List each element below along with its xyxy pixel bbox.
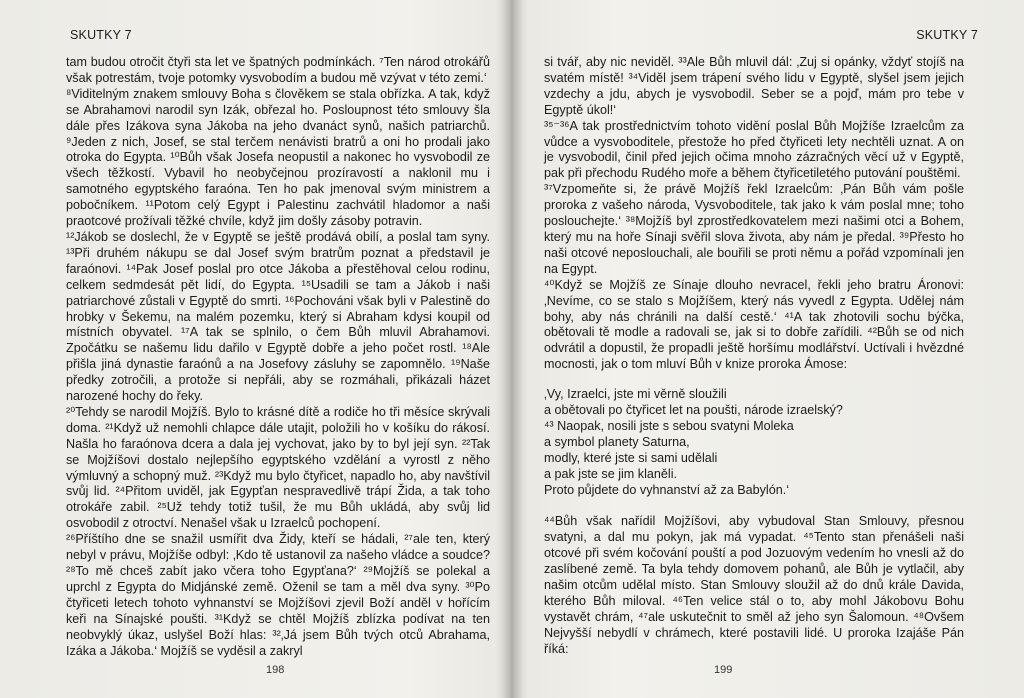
right-running-header: SKUTKY 7 xyxy=(916,28,978,42)
paragraph: ⁴⁰Když se Mojžíš ze Sínaje dlouho nevracel, řekli jeho bratru Áronovi: ‚Nevíme, co se stalo s Mojžíšem, který nás vyvedl z Egypta. Udělej nám bohy, aby nás chránili na další cestě.‘ ⁴¹A tak zhotovili sochu býčka, obětovali tě modle a radovali se, jak si to dobře zařídili. ⁴²Bůh se od nich odvrátil a dopustil, že propadli ještě horšímu modlářství. Uctívali i hvězdné mocnosti, jak o tom mluví Bůh v knize proroka Ámose: xyxy=(544,277,964,372)
paragraph: tam budou otročit čtyři sta let ve špatných podmínkách. ⁷Ten národ otrokářů však potrestám, tvoje potomky vysvobodím a budou mě vzývat v této zemi.‘ xyxy=(66,55,490,85)
poem-line: modly, které jste si sami udělali xyxy=(544,450,718,465)
paragraph: ⁴⁴Bůh však nařídil Mojžíšovi, aby vybudoval Stan Smlouvy, přesnou svatyni, a dal mu pokyn, jak má vypadat. ⁴⁵Tento stan přenášeli naši otcové při svém kočování pouští a pod Jozuovým vedením ho vnesli až do zaslíbené země. Ta byla tehdy domovem pohanů, ale Bůh je vytlačil, aby našim otcům udělal místo. Stan Smlouvy sloužil až do dnů krále Davida, kterého Bůh miloval. ⁴⁶Ten velice stál o to, aby mohl Jákobovu Bohu vystavět chrám, ⁴⁷ale uskutečnit to směl až jeho syn Šalomoun. ⁴⁸Ovšem Nejvyšší nebydlí v chrámech, které postavili lidé. U proroka Izajáše Pán říká: xyxy=(544,514,964,656)
poem-line: a pak jste se jim klaněli. xyxy=(544,466,677,481)
poem-quotation xyxy=(544,387,964,498)
paragraph: ²⁰Tehdy se narodil Mojžíš. Bylo to krásné dítě a rodiče ho tři měsíce skrývali doma. ²¹Když už nemohli chlapce dále utajit, položili ho v košíku do rákosí. Našla ho faraónova dcera a dala jej vychovat, jako by to byl její syn. ²²Tak se Mojžíšovi dostalo nejlepšího egyptského vzdělání a vyrostl z něho výmluvný a schopný muž. ²³Když mu bylo čtyřicet, napadlo ho, aby navštívil svůj lid. ²⁴Přitom uviděl, jak Egypťan nespravedlivě trápí Žida, a tak toho otrokáře zabil. ²⁵Už tehdy totiž tušil, že mu Bůh ukládá, aby svůj lid osvobodil z otroctví. Nenašel však u Izraelců pochopení. xyxy=(66,404,490,531)
poem-line: Proto půjdete do vyhnanství až za Babylón.‘ xyxy=(544,482,790,497)
poem-line: ⁴³ Naopak, nosili jste s sebou svatyni Moleka xyxy=(544,418,794,433)
poem-line: a symbol planety Saturna, xyxy=(544,434,690,449)
left-running-header: SKUTKY 7 xyxy=(70,28,132,42)
right-page-text xyxy=(544,55,964,658)
right-page xyxy=(514,0,1024,698)
paragraph: si tvář, aby nic neviděl. ³³Ale Bůh mluvil dál: ‚Zuj si opánky, vždyť stojíš na svatém místě! ³⁴Viděl jsem trápení svého lidu v Egyptě, slyšel jsem jejich vzdechy a jdu, abych je vysvobodil. Seber se a pojď, mám pro tebe v Egyptě úkol!‘ xyxy=(544,55,964,117)
left-page-number: 198 xyxy=(266,664,285,676)
paragraph: ³⁵⁻³⁶A tak prostřednictvím tohoto vidění poslal Bůh Mojžíše Izraelcům za vůdce a vysvoboditele, přestože ho před čtyřiceti lety nechtěli uznat. A on je vysvobodil, činil před jejich očima mnoho zázračných věcí už v Egyptě, pak při přechodu Rudého moře a během čtyřicetiletého putování pouštěmi. xyxy=(544,118,964,181)
paragraph: ³⁷Vzpomeňte si, že právě Mojžíš řekl Izraelcům: ‚Pán Bůh vám pošle proroka z vašeho národa, Vysvoboditele, tak jako k vám poslal mne; toho poslouchejte.‘ ³⁸Mojžíš byl zprostředkovatelem mezi našimi otci a Bohem, který mu na hoře Sínaji svěřil slova života, aby nám je předal. ³⁹Přesto ho naši otcové neposlouchali, ale bouřili se proti němu a pořád vzpomínali jen na Egypt. xyxy=(544,182,964,276)
paragraph: ⁸Viditelným znakem smlouvy Boha s člověkem se stala obřízka. A tak, když se Abrahamovi narodil syn Izák, obřezal ho. Posloupnost této smlouvy šla dále přes Izákova syna Jákoba na jeho dvanáct synů, našich patriarchů. ⁹Jeden z nich, Josef, se stal terčem nenávisti bratrů a oni ho prodali jako otroka do Egypta. ¹⁰Bůh však Josefa neopustil a nakonec ho vysvobodil ze všech těžkostí. Vybavil ho neobyčejnou prozíravostí a naklonil mu i samotného egyptského faraóna. Ten ho pak jmenoval svým ministrem a pobočníkem. ¹¹Potom celý Egypt i Palestinu zachvátil hladomor a naši praotcové prožívali těžké chvíle, když jim došly zásoby potravin. xyxy=(66,86,490,229)
paragraph: ²⁶Příštího dne se snažil usmířit dva Židy, kteří se hádali, ²⁷ale ten, který nebyl v právu, Mojžíše odbyl: ‚Kdo tě ustanovil za našeho vládce a soudce? ²⁸To mě chceš zabít jako včera toho Egypťana?‘ ²⁹Mojžíš se polekal a uprchl z Egypta do Midjánské země. Oženil se tam a měl dva syny. ³⁰Po čtyřiceti letech tohoto vyhnanství se Mojžíšovi zjevil Boží anděl v hořícím keři na Sínajské poušti. ³¹Když se chtěl Mojžíš zblízka podívat na ten neobvyklý úkaz, uslyšel Boží hlas: ³²‚Já jsem Bůh tvých otců Abrahama, Izáka a Jákoba.‘ Mojžíš se vyděsil a zakryl xyxy=(66,532,490,658)
paragraph: ¹²Jákob se doslechl, že v Egyptě se ještě prodává obilí, a poslal tam syny. ¹³Při druhém nákupu se dal Josef svým bratrům poznat a představil je faraónovi. ¹⁴Pak Josef poslal pro otce Jákoba a přestěhoval celou rodinu, celkem sedmdesát pět lidí, do Egypta. ¹⁵Usadili se tam a Jákob i naši patriarchové zůstali v Egyptě do smrti. ¹⁶Pochováni však byli v Palestině do hrobky v Šekemu, na malém pozemku, který si Abraham kdysi koupil od místních obyvatel. ¹⁷A tak se splnilo, o čem Bůh mluvil Abrahamovi. Zpočátku se našemu lidu dařilo v Egyptě dobře a jeho počet rostl. ¹⁸Ale přišla jiná dynastie faraónů a na Josefovy zásluhy se zapomnělo. ¹⁹Naše předky zotročili, a protože si nepřáli, aby se rozmáhali, přikázali házet narozené hochy do řeky. xyxy=(66,229,490,404)
poem-line: ‚Vy, Izraelci, jste mi věrně sloužili xyxy=(544,387,727,402)
poem-line: a obětovali po čtyřicet let na poušti, národe izraelský? xyxy=(544,403,843,418)
left-page-text xyxy=(66,55,490,659)
left-page xyxy=(0,0,510,698)
right-page-number: 199 xyxy=(714,664,733,676)
